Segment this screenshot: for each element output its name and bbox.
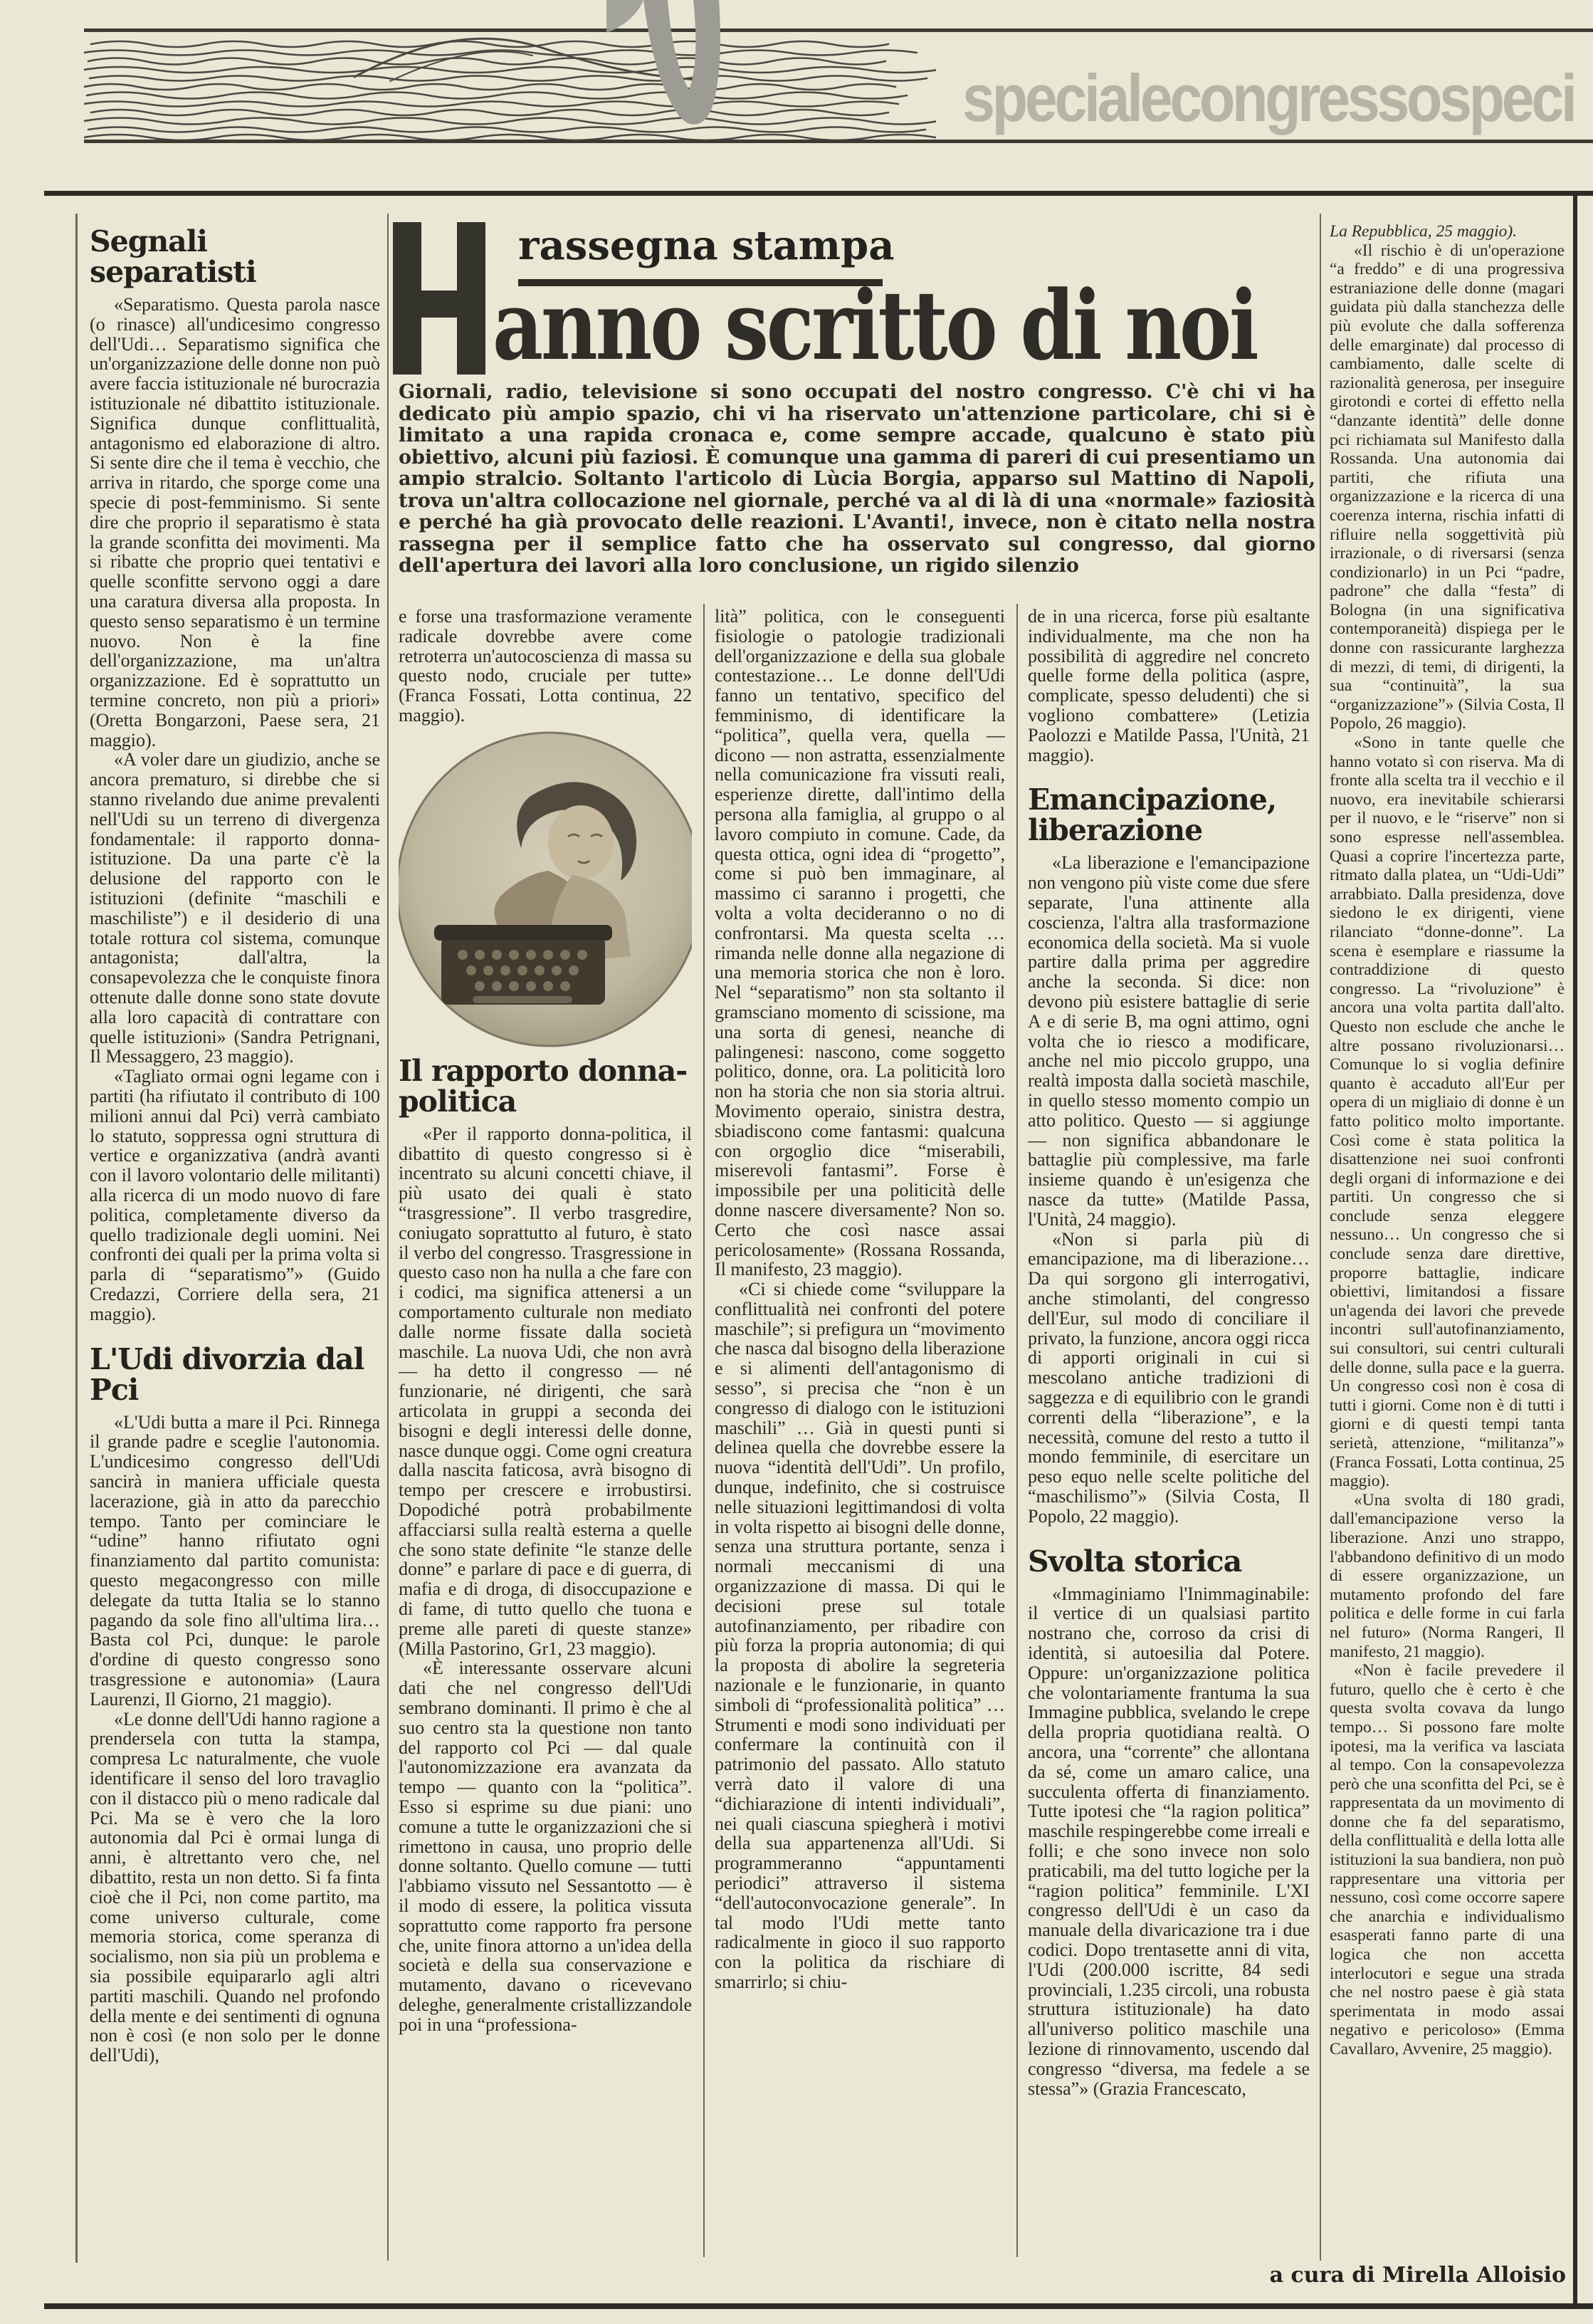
column-4 — [1028, 607, 1310, 2258]
col3-col4-rule — [1016, 604, 1018, 2257]
article-paragraph: «Non è facile prevedere il futuro, quello che è certo è che questa svolta covava da lungo tempo… Si possono fare molte ipotesi, ma la verifica va lasciata al tempo. Con la consapevolezza però che una sconfitta del Pci, se è rappresentata da un movimento di donne che fa del separatismo, della conflittualità e della lotta alle istituzioni la sua bandiera, non può rappresentare una vittoria per nessuno, così come occorre sapere che anarchia e individualismo esasperati fanno parte di una logica che non accetta interlocutori e segue una strada che nel nostro paese è già stata sperimentata in modo assai negativo e pericoloso» (Emma Cavallaro, Avvenire, 25 maggio). — [1330, 1661, 1565, 2058]
article-paragraph: «Separatismo. Questa parola nasce (o rinasce) all'undicesimo congresso dell'Udi… Separatismo significa che un'organizzazione delle donne non può avere faccia istituzionale né burocrazia istituzionale né dibattito istituzionale. Significa dunque conflittualità, antagonismo ed elaborazione di altro. Si sente dire che il tema è vecchio, che arriva in ritardo, che sporge come una specie di post-femminismo. Si sente dire che proprio il separatismo è stata la grande sconfitta dei movimenti. Ma si ribatte che proprio quei tentativi e quelle sconfitte servono oggi a dare una caratura diversa alla proposta. In questo senso separatismo è un termine nuovo. Non è la fine dell'organizzazione, ma un'altra organizzazione. Ed è soprattutto un termine concreto, non più a priori» (Oretta Bongarzoni, Paese sera, 21 maggio). — [90, 294, 380, 750]
lead-paragraph: Giornali, radio, televisione si sono occupati del nostro congresso. C'è chi vi ha dedicato più ampio spazio, chi vi ha riservato un'attenzione particolare, chi si è limitato a una rapida cronaca e, come sempre accade, qualcuno è stato più obiettivo, alcuni più faziosi. È comunque una gamma di pareri di cui presentiamo un ampio stralcio. Soltanto l'articolo di Lùcia Borgia, apparso sul Mattino di Napoli, trova un'altra collocazione nel giornale, perché va al di là di una «normale» faziosità e perché ha già provocato delle reazioni. L'Avanti!, invece, non è citato nella nostra rassegna per il semplice fatto che ha osservato sul congresso, dal giorno dell'apertura dei lavori alla loro conclusione, un rigido silenzio — [399, 381, 1315, 577]
banner-strip-title: specialecongressospeci — [962, 61, 1574, 135]
article-paragraph: «L'Udi butta a mare il Pci. Rinnega il grande padre e sceglie l'autonomia. L'undicesimo congresso dell'Udi sancirà in maniera ufficiale questa lacerazione, già in atto da parecchio tempo. Tanto per cominciare le “udine” hanno rifiutato ogni finanziamento dal partito comunista: questo megacongresso con mille delegate da tutta Italia se lo stanno pagando da sole fino all'ultima lira… Basta col Pci, dunque: le parole d'ordine di questo congresso sono trasgressione e autonomia» (Laura Laurenzi, Il Giorno, 21 maggio). — [90, 1411, 380, 1710]
article-paragraph: «Non si parla più di emancipazione, ma di liberazione… Da qui sorgono gli interrogativi, anche stimolanti, del congresso dell'Eur, sul modo di conciliare il privato, la funzione, ancora oggi ricca di apporti originali in cui si mescolano antiche tradizioni di saggezza e di equilibrio con le grandi correnti della “liberazione”, e la necessità, comune del resto a tutto il mondo femminile, di esercitare un peso equo nelle scelte politiche del “maschilismo”» (Silvia Costa, Il Popolo, 22 maggio). — [1028, 1228, 1310, 1527]
section-heading-svolta-storica: Svolta storica — [1028, 1544, 1242, 1579]
article-paragraph: «Le donne dell'Udi hanno ragione a prendersela con tutta la stampa, compresa Lc naturalmente, che vuole identificare il senso del loro travaglio con il distacco più o meno radicale dal Pci. Ma se è vero che la loro autonomia dal Pci è ormai lunga di anni, è altrettanto vero che, nel dibattito, resta un non detto. Si fa finta cioè che il Pci, non come partito, ma come universo culturale, come memoria storica, come speranza di socialismo, non sia più un problema e sia possibile equipararlo agli altri partiti maschili. Quando nel profondo della mente e dei sentimenti di ognuna non è così (e non solo per le donne dell'Udi), — [90, 1708, 380, 2066]
article-paragraph: «A voler dare un giudizio, anche se ancora prematuro, si direbbe che si stanno rivelando due anime prevalenti nell'Udi su un terreno di divergenza fondamentale: il rapporto donna-istituzione. Da una parte c'è la delusione del rapporto con le istituzioni (definite “maschili e maschiliste”) e il desiderio di una totale rottura col sistema, comunque antagonista; dall'altra, la consapevolezza che le conquiste finora ottenute dalle donne sono state dovute alla loro capacità di contrattare con quelle istituzioni» (Sandra Petrignani, Il Messaggero, 23 maggio). — [90, 749, 380, 1067]
left-page-rule — [75, 214, 78, 2263]
section-heading-emancipazione-liberazione: Emancipazione, liberazione — [1028, 782, 1277, 848]
section-heading-segnali-separatisti: Segnali separatisti — [90, 226, 256, 290]
page-bottom-rule — [44, 2303, 1593, 2309]
article-paragraph: «Per il rapporto donna-politica, il dibattito di questo congresso si è incentrato su alcuni concetti chiave, il più usato dei quali è stato “trasgressione”. Il verbo trasgredire, coniugato soprattutto al futuro, è stato il verbo del congresso. Trasgressione in questo caso non ha nulla a che fare con i codici, ma significa attenersi a un comportamento culturale non mediato dalle norme fissate dalla società maschile. La nuova Udi, che non avrà — ha detto il congresso — né funzionarie, né dirigenti, che sarà articolata in gruppi a seconda dei bisogni e degli interessi delle donne, nasce dunque oggi. Come ogni creatura dalla nascita faticosa, avrà bisogno di tempo per crescere e irrobustirsi. Dopodiché potrà probabilmente affacciarsi sulla realtà esterna a quelle che sono state definite “le stanze delle donne” e parlare di pace e di guerra, di mafia e di droga, di disoccupazione e di fame, di tutto quello che tuona e preme alle pareti di queste stanze» (Milla Pastorino, Gr1, 23 maggio). — [399, 1123, 692, 1659]
article-paragraph: «La liberazione e l'emancipazione non vengono più viste come due sfere separate, l'una attinente alla coscienza, l'altra alla trasformazione economica della società. Ma si vuole partire dalla prima per aggredire anche la seconda. Si dice: non devono più esistere battaglie di serie A e di serie B, ma ogni attimo, ogni volta che io riesco a modificare, anche nel mio piccolo gruppo, una realtà imposta dalla società maschile, in quello stesso momento compio un atto politico. Questo — si aggiunge — non significa abbandonare le battaglie più complessive, ma farle insieme quando è un'esigenza che nasce da tutte» (Matilde Passa, l'Unità, 24 maggio). — [1028, 852, 1310, 1230]
moon-illustration — [606, 0, 777, 148]
section-heading-udi-divorzia-dal-pci: L'Udi divorzia dal Pci — [90, 1341, 364, 1407]
col1-col2-rule — [387, 214, 389, 2261]
article-masthead — [396, 211, 1317, 599]
column-5 — [1330, 222, 1565, 2258]
column-3 — [715, 607, 1005, 2258]
article-paragraph: «Ci si chiede come “sviluppare la conflittualità nei confronti del potere maschile”; si prefigura un “movimento che nasca dal bisogno della liberazione e si alimenti dell'antagonismo di sesso”, si precisa che “non è un congresso di dialogo con le istituzioni maschili” … Già in questi punti si delinea quella che dovrebbe essere la nuova “identità dell'Udi”. Un profilo, dunque, indefinito, che si costruisce nelle situazioni legittimandosi di volta in volta rispetto ai bisogni delle donne, senza una struttura portante, senza i normali meccanismi di una organizzazione di massa. Di qui le decisioni prese sul totale autofinanziamento, per ribadire con più forza la propria autonomia; di qui la proposta di abolire la segreteria nazionale e le funzionarie, in quanto simboli di “professionalità politica” … Strumenti e modi sono individuati per confermare la continuità con il patrimonio del passato. Allo statuto verrà dato il valore di una “dichiarazione di intenti individuali”, nei quali ciascuna spiegherà i motivi della sua appartenenza all'Udi. Si programmeranno “appuntamenti periodici” attraverso il sistema “dell'autoconvocazione generale”. In tal modo l'Udi mette tanto radicalmente in gioco il suo rapporto con la politica da rischiare di smarrirlo; si chiu- — [715, 1279, 1005, 1992]
portrait-typewriter-photo — [399, 728, 692, 1050]
col2-col3-rule — [703, 604, 705, 2257]
col4-col5-rule — [1320, 214, 1321, 2261]
kicker: rassegna stampa — [518, 222, 895, 269]
column-2 — [399, 607, 692, 2258]
byline-credit: a cura di Mirella Alloisio — [1269, 2263, 1566, 2288]
article-paragraph: lità” politica, con le conseguenti fisiologie o patologie tradizionali dell'organizzazione e della sua globale contestazione… Le donne dell'Udi fanno un tentativo, specifico del femminismo, di identificare la “politica”, quella vera, quella — dicono — non astratta, essenzialmente nella comunicazione fra vissuti reali, esperienze dirette, dall'intimo della persona alla famiglia, al gruppo o al lavoro compiuto in comune. Cade, da questa ottica, ogni idea di “progetto”, come si può ben immaginare, al massimo ci saranno i progetti, che volta a volta decideranno o no di confrontarsi. Ma questa scelta … rimanda nelle donne alla negazione di una memoria storica che non è loro. Nel “separatismo” non sta soltanto il gramsciano momento di scissione, ma una sorta di genesi, neanche di palingenesi: nascono, come soggetto politico, donne, ora. La politicità loro non ha storia che non sia storia altrui. Movimento operaio, sinistra destra, sbiadiscono come fantasmi: qualcuna con orgoglio dice “miserabili, miserevoli fantasmi”. Forse è impossibile per una politicità delle donne nascere diversamente? Non so. Certo che così nasce assai pericolosamente» (Rossana Rossanda, Il manifesto, 23 maggio). — [715, 607, 1005, 1280]
congress-photo — [399, 728, 692, 1050]
headline: anno scritto di noi — [493, 269, 1257, 382]
article-paragraph: La Repubblica, 25 maggio). — [1330, 222, 1518, 241]
article-paragraph: e forse una trasformazione veramente radicale dovrebbe avere come retroterra un'autocoscienza di massa su questo nodo, cruciale per tutte» (Franca Fossati, Lotta continua, 22 maggio). — [399, 607, 692, 726]
article-paragraph: «Una svolta di 180 gradi, dall'emancipazione verso la liberazione. Anzi uno strappo, l'abbandono definitivo di un modo di essere organizzazione, un mutamento profondo del fare politica e delle forme in cui farla nel futuro» (Norma Rangeri, Il manifesto, 21 maggio). — [1330, 1490, 1565, 1661]
article-paragraph: «Immaginiamo l'Inimmaginabile: il vertice di un qualsiasi partito nostrano che, corroso da crisi di identità, si autoesilia dal Potere. Oppure: un'organizzazione politica che volontariamente frantuma la sua Immagine pubblica, svelando le crepe della propria quotidiana realtà. O ancora, una “corrente” che allontana da sé, come un amaro calice, una succulenta offerta di finanziamento. Tutte ipotesi che “la ragion politica” maschile respingerebbe come irreali e folli; e che sono invece non solo praticabili, ma del tutto logiche per la “ragion politica” femminile. L'XI congresso dell'Udi è un caso da manuale della divaricazione tra i due codici. Dopo trentasette anni di vita, l'Udi (200.000 iscritte, 84 sedi provinciali, 1.235 circoli, una robusta struttura istituzionale) ha dato all'universo politico maschile una lezione di rinnovamento, uscendo dal congresso “diversa, ma fedele a se stessa”» (Grazia Francescato, — [1028, 1583, 1310, 2099]
right-page-rule — [1573, 191, 1577, 2309]
article-paragraph: de in una ricerca, forse più esaltante individualmente, ma che non ha possibilità di aggredire nel concreto quelle forme della politica (aspre, complicate, spesso deludenti) che si vogliono combattere» (Letizia Paolozzi e Matilde Passa, l'Unità, 21 maggio). — [1028, 607, 1310, 765]
article-paragraph: «Il rischio è di un'operazione “a freddo” e di una progressiva estraniazione delle donne (magari guidata più dalla stanchezza delle più evolute che dalla sofferenza delle emarginate) dal processo di cambiamento, dalle scelte di razionalità generosa, per inseguire girotondi e cortei di effetto nella “danzante identità” delle donne pci richiamata sul Manifesto dalla Rossanda. Una autonomia dai partiti, che rifiuta una organizzazione e la ricerca di una coerenza interna, rischia infatti di rifluire nella soggettività più irrazionale, o di riversarsi (senza condizionarlo) in un Pci “padre, padrone” che dalla “festa” di Bologna (in una significativa contemporaneità) dispiega per le donne con rassicurante larghezza di mezzi, di temi, di dirigenti, la sua “continuità”, la sua “organizzazione”» (Silvia Costa, Il Popolo, 26 maggio). — [1330, 241, 1565, 733]
dropcap-crossbar — [393, 290, 485, 318]
column-1 — [90, 226, 380, 2257]
page-top-heavy-rule — [44, 191, 1593, 196]
banner-top-rule — [84, 28, 1593, 32]
article-paragraph: «Tagliato ormai ogni legame con i partiti (ha rifiutato il contributo di 100 milioni annui dal Pci) verrà cambiato lo statuto, soppressa ogni struttura di vertice e organizzativa (andrà avanti con il lavoro volontario delle militanti) alla ricerca di un modo nuovo di fare politica, completamente diverso da quello tradizionale degli uomini. Nei confronti dei quali per la prima volta si parla di “separatismo”» (Guido Credazzi, Corriere della sera, 21 maggio). — [90, 1066, 380, 1324]
article-paragraph: «Sono in tante quelle che hanno votato sì con riserva. Ma di fronte alla scelta tra il vecchio e il nuovo, era inevitabile schierarsi per il nuovo, e le “riserve” non si sono espresse nell'assemblea. Quasi a coprire l'incertezza parte, ritmato dalla platea, un “Udi-Udi” arrabbiato. Dalla presidenza, dove siedono le ex dirigenti, viene rilanciato “donne-donne”. La scena è esemplare e riassume la contraddizione di questo congresso. La “rivoluzione” è ancora una volta partita dall'alto. Questo non esclude che anche le altre possano rivoluzionarsi… Comunque lo si voglia definire quanto è accaduto all'Eur per opera di un migliaio di donne è un fatto politico molto importante. Così come è stata politica la disattenzione nei suoi confronti degli organi di informazione e dei partiti. Un congresso che si conclude senza eleggere nessuno… Un congresso che si conclude senza dare direttive, proporre battaglie, indicare obiettivi, limitandosi a fissare un'agenda dei lavori che prevede incontri sull'autofinanziamento, sui consultori, sui centri culturali delle donne, sulla pace e la guerra. Un congresso così non è cosa di tutti i giorni. Come non è di tutti i giorni e di questi tempi tanta serietà, attenzione, “militanza”» (Franca Fossati, Lotta continua, 25 maggio). — [1330, 733, 1565, 1491]
banner-bottom-rule — [84, 140, 1593, 143]
headline-dropcap — [393, 222, 485, 375]
article-paragraph: «È interessante osservare alcuni dati che nel congresso dell'Udi sembrano dominanti. Il primo è che al suo centro sta la questione non tanto del rapporto col Pci — dal quale l'autonomizzazione era avanzata da tempo — quanto con la “politica”. Esso si esprime su due piani: uno comune a tutte le organizzazioni che si rimettono in causa, uno proprio delle donne soltanto. Quello comune — tutti l'abbiamo vissuto nel Sessantotto — è il modo di essere, la politica vissuta soprattutto come rapporto fra persone che, unite finora attorno a un'idea della società e della sua conservazione e mutamento, davano o ricevevano deleghe, generalmente cristallizzandole poi in una “professiona- — [399, 1658, 692, 2035]
section-heading-rapporto-donna-politica: Il rapporto donna-politica — [399, 1053, 688, 1119]
waves-illustration — [84, 34, 936, 140]
